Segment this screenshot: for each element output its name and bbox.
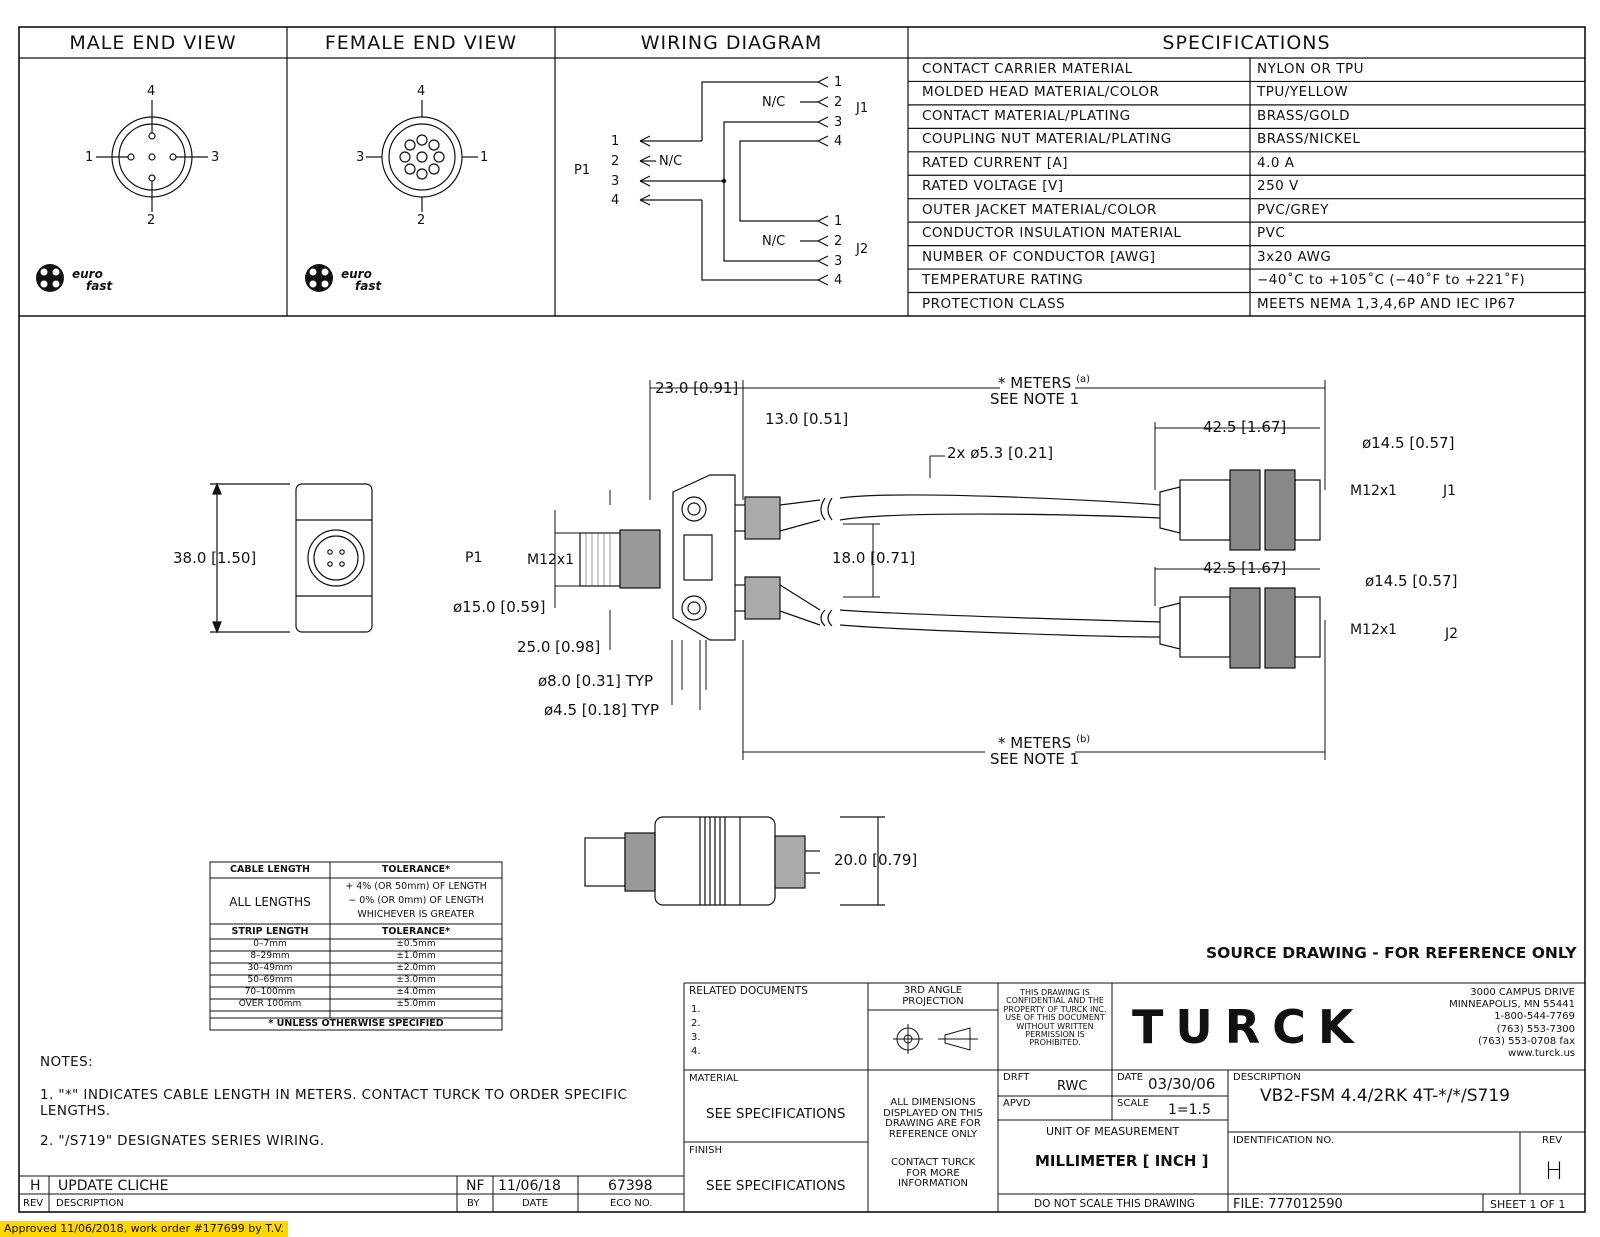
wiring-j2-pin-1: 1 bbox=[834, 214, 843, 229]
tb-unit: MILLIMETER [ INCH ] bbox=[1035, 1152, 1209, 1170]
tb-scale-label: SCALE bbox=[1117, 1098, 1150, 1109]
j2-connector bbox=[1160, 588, 1320, 668]
tb-related-1: 1. bbox=[691, 1004, 701, 1015]
tol-all-1: + 4% (OR 50mm) OF LENGTH bbox=[345, 881, 487, 892]
dim-42-b: 42.5 [1.67] bbox=[1203, 559, 1287, 577]
tol-all-lengths: ALL LENGTHS bbox=[229, 895, 311, 909]
wiring-j1-nc: N/C bbox=[762, 95, 786, 110]
tol-strip-tolerance: ±1.0mm bbox=[396, 951, 436, 961]
wiring-j1-label: J1 bbox=[856, 101, 869, 116]
wiring-p1-pin-2: 2 bbox=[611, 154, 620, 169]
male-pin-4: 4 bbox=[147, 84, 156, 99]
spec-label: OUTER JACKET MATERIAL/COLOR bbox=[922, 201, 1157, 218]
tb-material: SEE SPECIFICATIONS bbox=[706, 1106, 846, 1122]
tol-header-tol-2: TOLERANCE* bbox=[381, 926, 451, 937]
tb-date: 03/30/06 bbox=[1148, 1075, 1216, 1093]
rev-description: UPDATE CLICHE bbox=[58, 1178, 169, 1194]
tol-all-3: WHICHEVER IS GREATER bbox=[357, 909, 475, 920]
tol-strip-tolerance: ±3.0mm bbox=[396, 975, 436, 985]
rev-h-by: BY bbox=[467, 1198, 480, 1209]
tb-desc-label: DESCRIPTION bbox=[1233, 1072, 1301, 1083]
wiring-p1-label: P1 bbox=[574, 163, 591, 178]
tol-strip-length: 8–29mm bbox=[250, 951, 290, 961]
male-pin-3: 3 bbox=[211, 150, 220, 165]
rev-by: NF bbox=[466, 1178, 485, 1194]
dim-14-5-a: ø14.5 [0.57] bbox=[1362, 434, 1455, 452]
dim-see-note-a: SEE NOTE 1 bbox=[990, 390, 1080, 408]
tb-related-4: 4. bbox=[691, 1046, 701, 1057]
tb-sheet: SHEET 1 OF 1 bbox=[1490, 1198, 1566, 1211]
dim-14-5-b: ø14.5 [0.57] bbox=[1365, 572, 1458, 590]
wiring-j1-pin-4: 4 bbox=[834, 134, 843, 149]
dim-m12-a: M12x1 bbox=[1350, 483, 1398, 499]
dim-8: ø8.0 [0.31] TYP bbox=[538, 672, 654, 690]
spec-label: PROTECTION CLASS bbox=[922, 295, 1066, 312]
spec-value: BRASS/GOLD bbox=[1257, 107, 1351, 124]
dim-38: 38.0 [1.50] bbox=[173, 549, 257, 567]
wiring-j2-pin-2: 2 bbox=[834, 234, 843, 249]
dim-15: ø15.0 [0.59] bbox=[453, 598, 546, 616]
notes-title: NOTES: bbox=[40, 1054, 94, 1070]
dim-m12-p: M12x1 bbox=[527, 552, 575, 568]
spec-label: NUMBER OF CONDUCTOR [AWG] bbox=[922, 248, 1156, 265]
dim-meters-a: * METERS $^{(a)}$ bbox=[998, 374, 1090, 392]
spec-label: MOLDED HEAD MATERIAL/COLOR bbox=[922, 84, 1160, 101]
tb-do-not-scale: DO NOT SCALE THIS DRAWING bbox=[1034, 1198, 1196, 1210]
tb-confidential: THIS DRAWING IS CONFIDENTIAL AND THE PROPERTY OF TURCK INC. USE OF THIS DOCUMENT WITHOUT WRITTEN PERMISSION IS PROHIBITED. bbox=[1003, 988, 1107, 1048]
tb-id-label: IDENTIFICATION NO. bbox=[1233, 1135, 1334, 1146]
dim-p1: P1 bbox=[465, 550, 483, 566]
dim-25: 25.0 [0.98] bbox=[517, 638, 601, 656]
tb-related-label: RELATED DOCUMENTS bbox=[689, 985, 808, 997]
dim-see-note-b: SEE NOTE 1 bbox=[990, 750, 1080, 768]
tb-contact: CONTACT TURCK FOR MORE INFORMATION bbox=[890, 1157, 976, 1189]
spec-label: RATED CURRENT [A] bbox=[922, 154, 1068, 171]
tol-strip-length: 30–49mm bbox=[247, 963, 293, 973]
dim-23: 23.0 [0.91] bbox=[655, 379, 739, 397]
source-note: SOURCE DRAWING - FOR REFERENCE ONLY bbox=[1206, 944, 1577, 962]
tb-date-label: DATE bbox=[1117, 1072, 1144, 1083]
note-2: 2. "/S719" DESIGNATES SERIES WIRING. bbox=[40, 1133, 325, 1149]
tb-related-3: 3. bbox=[691, 1032, 701, 1043]
spec-value: −40˚C to +105˚C (−40˚F to +221˚F) bbox=[1257, 272, 1526, 289]
tb-apvd-label: APVD bbox=[1003, 1098, 1031, 1109]
rev-h-rev: REV bbox=[23, 1198, 44, 1209]
tol-strip-length: 50–69mm bbox=[247, 975, 293, 985]
tb-finish-label: FINISH bbox=[689, 1145, 722, 1156]
spec-label: CONTACT MATERIAL/PLATING bbox=[922, 107, 1131, 124]
dim-j2: J2 bbox=[1445, 626, 1459, 642]
eurofast-logo-text-2: euro fast bbox=[341, 267, 382, 293]
tb-rev-label: REV bbox=[1542, 1135, 1563, 1146]
header-female-end-view: FEMALE END VIEW bbox=[324, 32, 518, 54]
tb-material-label: MATERIAL bbox=[689, 1073, 739, 1084]
female-pin-4: 4 bbox=[417, 84, 426, 99]
wiring-j2-label: J2 bbox=[856, 242, 869, 257]
wiring-j1-pin-2: 2 bbox=[834, 95, 843, 110]
tb-rev: H bbox=[1545, 1157, 1564, 1185]
spec-value: 4.0 A bbox=[1257, 154, 1295, 171]
male-connector-face bbox=[96, 100, 208, 212]
spec-value: NYLON OR TPU bbox=[1257, 61, 1364, 77]
dim-m12-b: M12x1 bbox=[1350, 622, 1398, 638]
tb-address: 3000 CAMPUS DRIVE MINNEAPOLIS, MN 55441 1-800-544-7769 (763) 553-7300 (763) 553-0708 fax www.turck.us bbox=[1449, 987, 1575, 1059]
male-pin-1: 1 bbox=[85, 150, 94, 165]
spec-label: TEMPERATURE RATING bbox=[922, 272, 1084, 289]
female-connector-face bbox=[366, 100, 478, 212]
rev-letter: H bbox=[30, 1178, 41, 1194]
tol-strip-tolerance: ±0.5mm bbox=[396, 939, 436, 949]
wiring-p1-pin-3: 3 bbox=[611, 174, 620, 189]
rev-date: 11/06/18 bbox=[498, 1178, 561, 1194]
header-male-end-view: MALE END VIEW bbox=[69, 32, 237, 54]
wiring-p1-nc: N/C bbox=[659, 154, 683, 169]
wiring-j1-pin-3: 3 bbox=[834, 115, 843, 130]
tb-drft-label: DRFT bbox=[1003, 1072, 1030, 1083]
wiring-j2-nc: N/C bbox=[762, 234, 786, 249]
eurofast-logo-text-1: euro fast bbox=[72, 267, 113, 293]
header-specifications: SPECIFICATIONS bbox=[1162, 32, 1331, 54]
spec-value: PVC bbox=[1257, 225, 1286, 242]
tol-footer: * UNLESS OTHERWISE SPECIFIED bbox=[268, 1018, 444, 1029]
tol-strip-length: 0–7mm bbox=[253, 939, 287, 949]
note-1: 1. "*" INDICATES CABLE LENGTH IN METERS. CONTACT TURCK TO ORDER SPECIFIC LENGTHS. bbox=[40, 1087, 628, 1119]
dim-20: 20.0 [0.79] bbox=[834, 851, 918, 869]
tb-drft: RWC bbox=[1057, 1079, 1088, 1094]
tb-all-dims: ALL DIMENSIONS DISPLAYED ON THIS DRAWING ARE FOR REFERENCE ONLY bbox=[883, 1097, 983, 1140]
dim-j1: J1 bbox=[1443, 483, 1457, 499]
tb-finish: SEE SPECIFICATIONS bbox=[706, 1178, 846, 1194]
tol-header-cable: CABLE LENGTH bbox=[230, 864, 310, 875]
rev-eco: 67398 bbox=[608, 1178, 653, 1194]
rev-h-desc: DESCRIPTION bbox=[56, 1198, 124, 1209]
dim-13: 13.0 [0.51] bbox=[765, 410, 849, 428]
wiring-j2-pin-4: 4 bbox=[834, 273, 843, 288]
spec-label: COUPLING NUT MATERIAL/PLATING bbox=[922, 131, 1172, 148]
tol-strip-tolerance: ±5.0mm bbox=[396, 999, 436, 1009]
tb-file: FILE: 777012590 bbox=[1233, 1197, 1343, 1212]
tol-header-strip: STRIP LENGTH bbox=[231, 926, 309, 937]
dim-meters-b: * METERS $^{(b)}$ bbox=[998, 734, 1091, 752]
tol-strip-length: 70–100mm bbox=[244, 987, 296, 997]
female-pin-1: 1 bbox=[480, 150, 489, 165]
male-pin-2: 2 bbox=[147, 213, 156, 228]
tb-projection: 3RD ANGLE PROJECTION bbox=[902, 985, 964, 1007]
tol-all-2: − 0% (OR 0mm) OF LENGTH bbox=[348, 895, 484, 906]
tol-strip-length: OVER 100mm bbox=[238, 999, 302, 1009]
spec-value: PVC/GREY bbox=[1257, 201, 1329, 218]
wiring-p1-pin-1: 1 bbox=[611, 134, 620, 149]
approval-banner: Approved 11/06/2018, work order #177699 by T.V. bbox=[0, 1221, 288, 1237]
female-pin-3: 3 bbox=[356, 150, 365, 165]
dim-18: 18.0 [0.71] bbox=[832, 549, 916, 567]
spec-value: BRASS/NICKEL bbox=[1257, 131, 1361, 148]
tb-scale: 1=1.5 bbox=[1168, 1102, 1211, 1118]
spec-value: 3x20 AWG bbox=[1257, 248, 1332, 265]
rev-h-date: DATE bbox=[522, 1198, 549, 1209]
spec-label: CONDUCTOR INSULATION MATERIAL bbox=[922, 225, 1182, 242]
tb-description: VB2-FSM 4.4/2RK 4T-*/*/S719 bbox=[1260, 1086, 1510, 1106]
wiring-p1-pin-4: 4 bbox=[611, 193, 620, 208]
female-pin-2: 2 bbox=[417, 213, 426, 228]
spec-value: MEETS NEMA 1,3,4,6P AND IEC IP67 bbox=[1257, 295, 1516, 312]
rev-h-eco: ECO NO. bbox=[610, 1198, 653, 1209]
tol-strip-tolerance: ±4.0mm bbox=[396, 987, 436, 997]
dim-4-5: ø4.5 [0.18] TYP bbox=[544, 701, 660, 719]
spec-value: TPU/YELLOW bbox=[1257, 84, 1349, 101]
eurofast-logo-1 bbox=[36, 264, 64, 292]
tol-header-tol: TOLERANCE* bbox=[381, 864, 451, 875]
eurofast-logo-2 bbox=[305, 264, 333, 292]
spec-label: CONTACT CARRIER MATERIAL bbox=[922, 61, 1133, 77]
header-wiring-diagram: WIRING DIAGRAM bbox=[640, 32, 823, 54]
wiring-j1-pin-1: 1 bbox=[834, 75, 843, 90]
tb-related-2: 2. bbox=[691, 1018, 701, 1029]
dim-42-a: 42.5 [1.67] bbox=[1203, 418, 1287, 436]
tol-strip-tolerance: ±2.0mm bbox=[396, 963, 436, 973]
wiring-lines bbox=[640, 77, 828, 285]
tb-brand: TURCK bbox=[1132, 1000, 1366, 1054]
j1-connector bbox=[1160, 470, 1320, 550]
tb-unit-label: UNIT OF MEASUREMENT bbox=[1046, 1125, 1180, 1138]
wiring-j2-pin-3: 3 bbox=[834, 254, 843, 269]
dim-hole: 2x ø5.3 [0.21] bbox=[947, 444, 1054, 462]
spec-value: 250 V bbox=[1257, 178, 1299, 195]
spec-label: RATED VOLTAGE [V] bbox=[922, 178, 1064, 195]
